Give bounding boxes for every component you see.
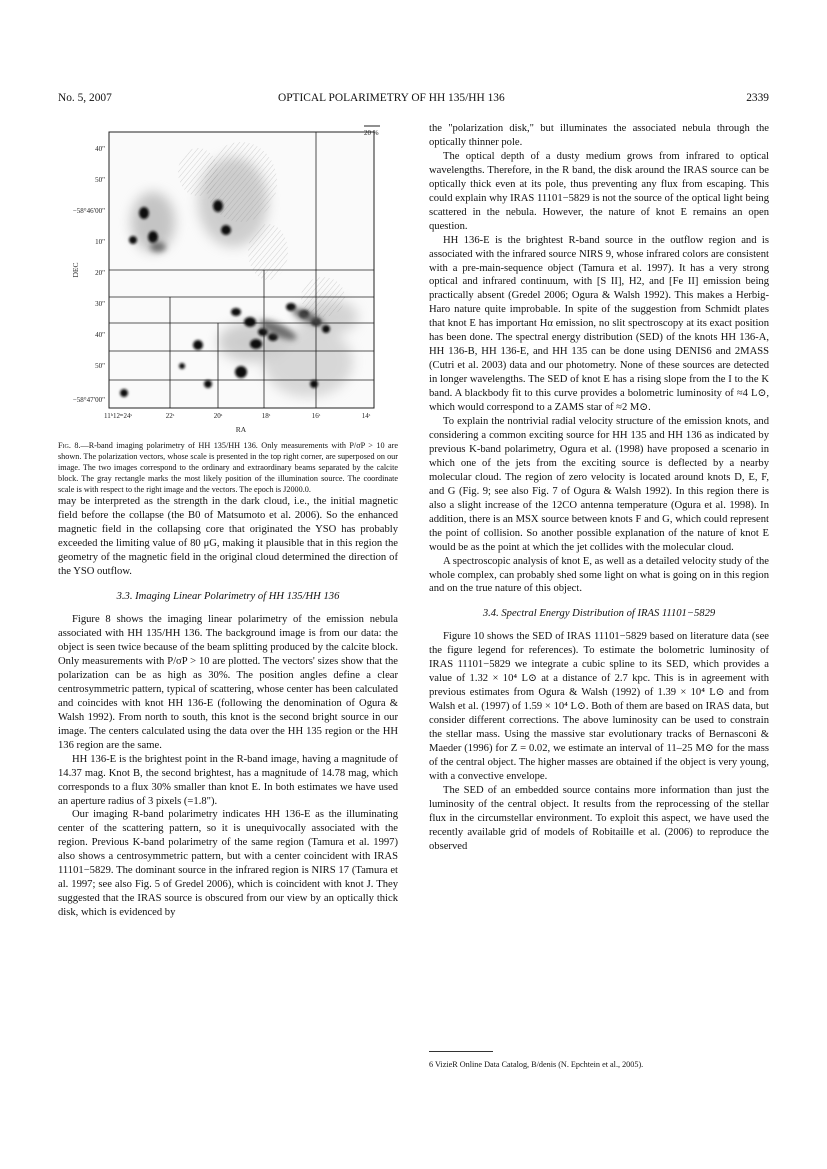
y-tick: 50" (95, 362, 105, 370)
paragraph: A spectroscopic analysis of knot E, as well as a detailed velocity study of the whole complex, can probably shed some light on what is going on in this region and on the true nature of this object. (429, 555, 769, 595)
section-heading-3-3: 3.3. Imaging Linear Polarimetry of HH 135/HH 136 (116, 591, 340, 603)
y-tick: 20" (95, 269, 105, 277)
y-tick: 40" (95, 145, 105, 153)
right-column (429, 122, 769, 854)
journal-issue: No. 5, 2007 (58, 92, 112, 104)
x-tick: 14ˢ (361, 412, 371, 420)
y-tick: −58°47′00" (72, 396, 105, 404)
x-tick: 11ʰ12ᵐ24ˢ (104, 412, 132, 420)
caption-label: Fig. 8. (58, 441, 81, 450)
paragraph: To explain the nontrivial radial velocity structure of the emission knots, and considering a common exciting source for HH 135 and HH 136 as indicated by previous K-band polarimetry, Ogura et al. (1998) have proposed a scenario in which one of the jets from the exciting source is deflected by a nearby molecular cloud. The region of zero velocity is located around knots D, E, F, and G (Fig. 9; see also Fig. 7 of Ogura & Walsh 1992). In this region there is also a slight increase of the 12CO antenna temperature (Ogura et al. 1998). In addition, there is an MSX source between knots F and G, which could represent the point of collision. So another possible explanation of the nature of knot E would be as the point at which the jet collides with the molecular cloud. (429, 416, 769, 553)
figure-caption (58, 440, 398, 495)
footnote: 6 VizieR Online Data Catalog, B/denis (N. Epchtein et al., 2005). (429, 1060, 644, 1069)
x-tick: 22ˢ (165, 412, 175, 420)
y-tick: 30" (95, 300, 105, 308)
paragraph: HH 136-E is the brightest R-band source in the outflow region and is associated with the infrared source NIRS 9, whose infrared colors are consistent with a pre-main-sequence object (Tamura et al. 1997). It has a very strong optical and infrared continuum, with [S II], H2, and [Fe II] emission being practically absent (Gredel 2006; Ogura & Walsh 1992). This makes a Herbig-Haro nature quite improbable. In spite of the suggestion from Schmidt plates that knot E has important Hα emission, no slit spectroscopy at its exact position has been done. The spectral energy distribution (SED) of the knots HH 136-A, HH 136-B, HH 136-E, and HH 135 can be done using DENIS6 and 2MASS (Cutri et al. 2003) data and our photometry. None of these sources are detected in longer wavelengths. The SED of knot E has a rising slope from the I to the K band. A blackbody fit to this curve provides a bolometric luminosity of ≈4 L⊙, which would correspond to a ZAMS star of ≈2 M⊙. (429, 234, 769, 414)
paragraph: may be interpreted as the strength in the dark cloud, i.e., the initial magnetic field before the collapse (the B0 of Matsumoto et al. 2006). So the enhanced magnetic field in the collapsing core that originated the YSO has probably exceeded the limiting value of 80 μG, making it plausible that in this region the geometry of the magnetic field in the original cloud determined the direction of the YSO outflow. (58, 496, 398, 578)
section-heading-3-4: 3.4. Spectral Energy Distribution of IRAS 11101−5829 (482, 608, 716, 620)
x-tick: 20ˢ (213, 412, 223, 420)
x-tick: 16ˢ (311, 412, 321, 420)
paragraph: Figure 10 shows the SED of IRAS 11101−5829 based on literature data (see the figure legend for references). To estimate the bolometric luminosity of IRAS 11101−5829 we integrate a cubic spline to its SED, which provides a value of 1.32 × 10⁴ L⊙ at a distance of 2.7 kpc. This is in agreement with previous estimates from Ogura & Walsh (1992) of 1.39 × 10⁴ L⊙ and from Walsh et al. (1997) of 1.59 × 10⁴ L⊙. Both of them are based on IRAS data, but consider different corrections. The above luminosity can be used to constrain the stellar mass. Using the massive star evolutionary tracks of Bernasconi & Maeder (1996) for Z = 0.02, we estimate an interval of 11–25 M⊙ for the mass of the central object. The higher masses are obtained if the object is very young, with a convective envelope. (429, 631, 769, 782)
y-tick: 50" (95, 176, 105, 184)
left-column (58, 122, 398, 920)
x-axis-label: RA (235, 425, 247, 434)
scale-label: 20 % (364, 129, 379, 137)
figure-8 (58, 122, 398, 440)
x-tick: 18ˢ (261, 412, 271, 420)
paragraph: The optical depth of a dusty medium grows from infrared to optical wavelengths. Therefore, in the R band, the disk around the IRAS source can be optically thick even at its pole, thus preventing any flux from escaping. This could explain why IRAS 11101−5829 is not the source of the optical light being scattered in the nebula. However, the nature of knot E remains an open question. (429, 150, 769, 232)
caption-text: —R-band imaging polarimetry of HH 135/HH 136. Only measurements with P/σP > 10 are shown. The polarization vectors, whose scale is presented in the top right corner, are superposed on our image. The two images correspond to the ordinary and extraordinary beams separated by the calcite block. The gray rectangle marks the most likely position of the illumination source. The coordinate scale is with respect to the right image and the vectors. The epoch is J2000.0. (58, 441, 398, 495)
paragraph: the "polarization disk," but illuminates the associated nebula through the optically thinner pole. (429, 123, 769, 148)
paragraph: Figure 8 shows the imaging linear polarimetry of the emission nebula associated with HH 135/HH 136. The background image is from our data: the object is seen twice because of the beam splitting produced by the calcite block. Only measurements with P/σP > 10 are plotted. The vectors' sizes show that the polarization can be as high as 30%. The position angles define a clear centrosymmetric pattern, typical of scattering, whose center has been calculated and coincides with knot HH 136-E (following the denomination of Ogura & Walsh 1992). From north to south, this knot is the second bright source in our image. The centers calculated using the data over the HH 135 region or the HH 136 region are the same. (58, 614, 398, 751)
page-number: 2339 (746, 92, 769, 104)
running-title: OPTICAL POLARIMETRY OF HH 135/HH 136 (278, 92, 505, 104)
footnote-divider (429, 1051, 493, 1052)
y-tick: −58°46′00" (72, 207, 105, 215)
paragraph: Our imaging R-band polarimetry indicates HH 136-E as the illuminating center of the scattering pattern, so it is unequivocally associated with the region. Previous K-band polarimetry of the same region (Tamura et al. 1997) also shows a centrosymmetric pattern, but with a center coincident with IRAS 11101−5829. The dominant source in the infrared region is NIRS 17 (Tamura et al. 1997; see also Fig. 5 of Gredel 2006), which is coincident with knot J. They suggested that the IRAS source is obscured from our view by an optically thick disk, which is evidenced by (58, 809, 398, 919)
y-tick: 40" (95, 331, 105, 339)
y-tick: 10" (95, 238, 105, 246)
polarimetry-image (58, 122, 398, 440)
paragraph: The SED of an embedded source contains more information than just the luminosity of the central object. It results from the reprocessing of the stellar flux in the circumstellar environment. To exploit this aspect, we have used the recently available grid of models of Robitaille et al. (2006) to reproduce the observed (429, 784, 769, 852)
y-axis-label: DEC (71, 262, 80, 278)
running-header (58, 92, 769, 106)
paragraph: HH 136-E is the brightest point in the R-band image, having a magnitude of 14.37 mag. Knot B, the second brightest, has a magnitude of 14.78 mag, which corresponds to a flux 30% smaller than knot E. In both estimates we have used an aperture radius of 3 pixels (=1.8"). (58, 753, 398, 807)
